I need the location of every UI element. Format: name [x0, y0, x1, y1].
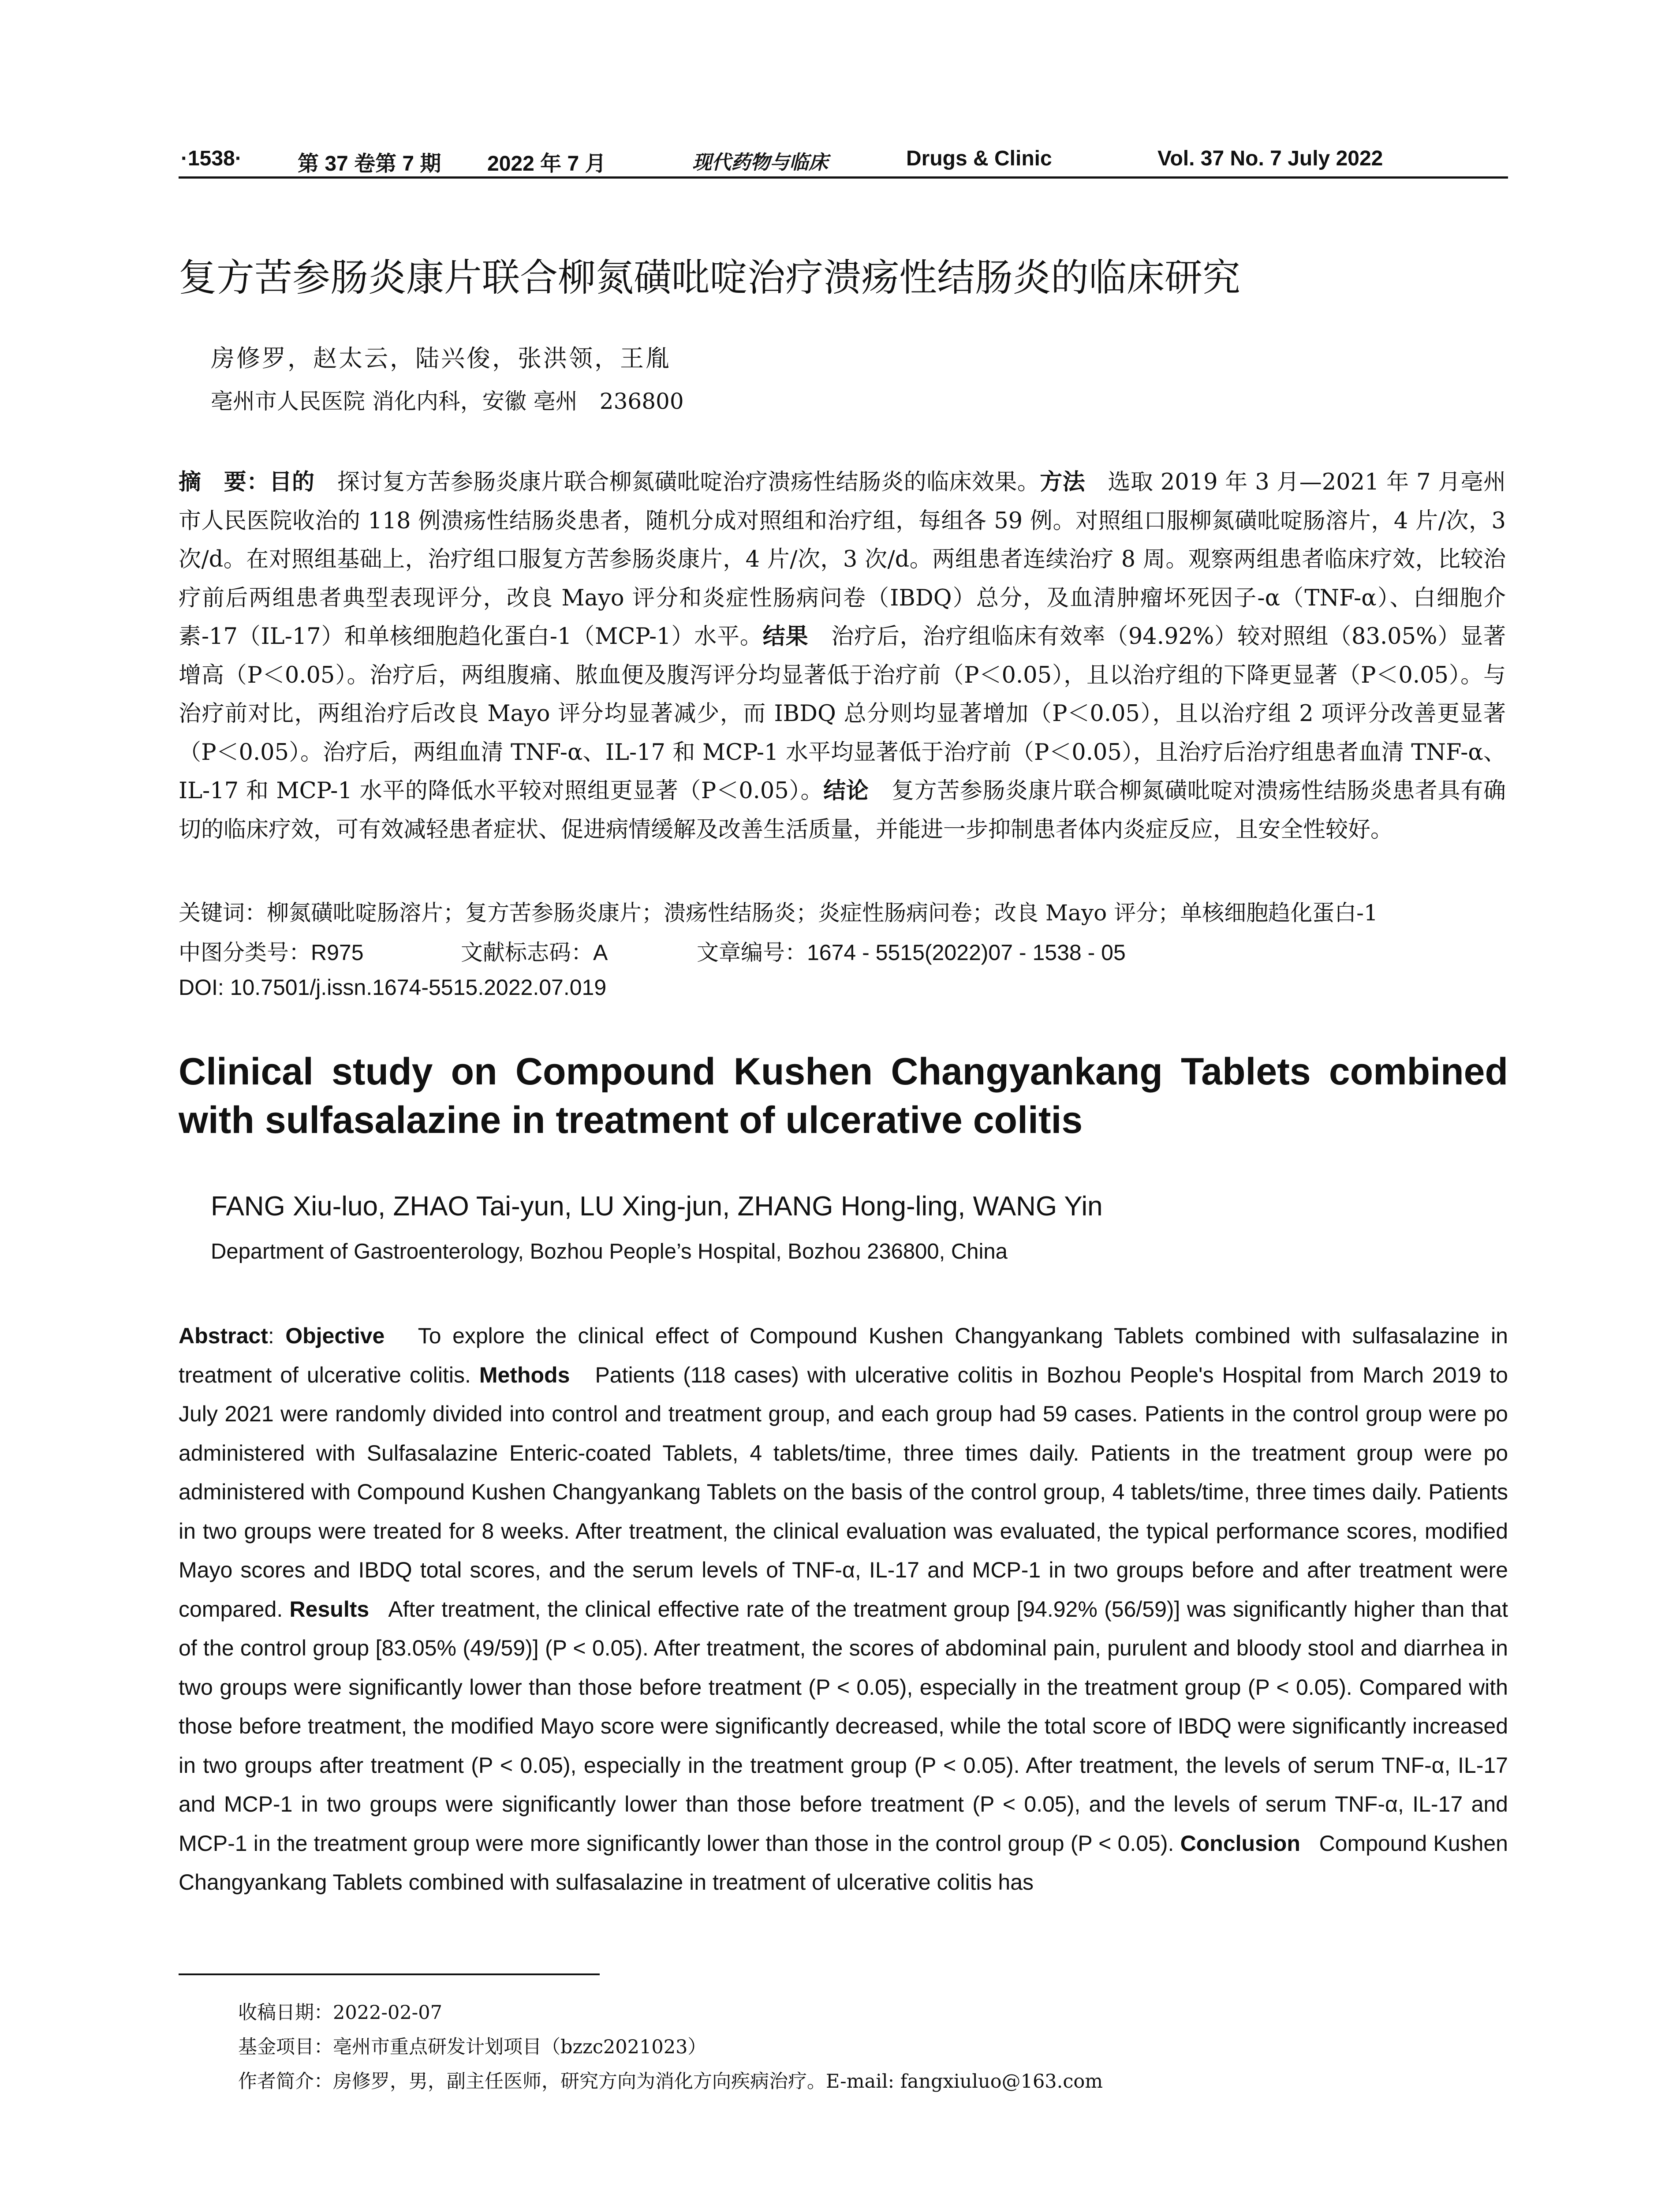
footnote-author-bio: 作者简介：房修罗，男，副主任医师，研究方向为消化方向疾病治疗。E-mail: fangxiuluo@163.com — [238, 2070, 1103, 2093]
authors-cn: 房修罗，赵太云，陆兴俊，张洪领，王胤 — [211, 344, 671, 372]
results-en-label: Results — [289, 1596, 370, 1622]
results-cn: 治疗后，治疗组临床有效率（94.92%）较对照组（83.05%）显著增高（P＜0.05）。治疗后，两组腹痛、脓血便及腹泻评分均显著低于治疗前（P＜0.05），且以治疗组的下降更显著（P＜0.05）。与治疗前对比，两组治疗后改良 Mayo 评分均显著减少，而 IBDQ 总分则均显著增加（P＜0.05），且以治疗组 2 项评分改善更显著（P＜0.05）。治疗后，两组血清 TNF-α、IL-17 和 MCP-1 水平均显著低于治疗前（P＜0.05），且治疗后治疗组患者血清 TNF-α、IL-17 和 MCP-1 水平的降低水平较对照组更显著（P＜0.05）。 — [179, 624, 1506, 804]
results-cn-label: 结果 — [762, 624, 809, 650]
footnote-rule — [179, 1973, 600, 1975]
objective-cn-label: 目的 — [269, 469, 315, 495]
running-header — [181, 140, 1508, 180]
conclusion-en: Compound Kushen Changyankang Tablets combined with sulfasalazine in treatment of ulcerative colitis has — [179, 1831, 1508, 1895]
page-number: ·1538· — [181, 147, 242, 170]
doi: DOI: 10.7501/j.issn.1674-5515.2022.07.019 — [179, 975, 607, 1000]
classification-line — [179, 935, 1506, 970]
header-rule — [179, 176, 1508, 179]
objective-en-label: Objective — [285, 1323, 385, 1348]
methods-en-label: Methods — [479, 1362, 570, 1387]
abstract-cn-label: 摘 要： — [179, 469, 269, 495]
methods-en: Patients (118 cases) with ulcerative colitis in Bozhou People's Hospital from March 2019 to July 2021 were randomly divided into control and treatment group, and each group had 59 cases. Patients in the control group were po administered with Sulfasalazine Enteric-coated Tablets, 4 tablets/time, three times daily. Patients in the treatment group were po administered with Compound Kushen Changyankang Tablets on the basis of the control group, 4 tablets/time, three times daily. Patients in two groups were treated for 8 weeks. After treatment, the clinical evaluation was evaluated, the typical performance scores, modified Mayo scores and IBDQ total scores, and the serum levels of TNF-α, IL-17 and MCP-1 in two groups before and after treatment were compared. — [179, 1362, 1508, 1622]
footnote-fund: 基金项目：亳州市重点研发计划项目（bzzc2021023） — [238, 2036, 707, 2058]
title-en: Clinical study on Compound Kushen Changyankang Tablets combined with sulfasalazine in treatment of ulcerative colitis — [179, 1050, 1508, 1141]
abstract-en-label: Abstract — [179, 1323, 268, 1348]
affiliation-en: Department of Gastroenterology, Bozhou People’s Hospital, Bozhou 236800, China — [211, 1240, 1008, 1263]
volume-en: Vol. 37 No. 7 July 2022 — [1157, 147, 1383, 170]
objective-cn: 探讨复方苦参肠炎康片联合柳氮磺吡啶治疗溃疡性结肠炎的临床效果。 — [337, 469, 1040, 495]
methods-cn: 选取 2019 年 3 月—2021 年 7 月亳州市人民医院收治的 118 例溃疡性结肠炎患者，随机分成对照组和治疗组，每组各 59 例。对照组口服柳氮磺吡啶肠溶片，4 片/次，3 次/d。在对照组基础上，治疗组口服复方苦参肠炎康片，4 片/次，3 次/d。两组患者连续治疗 8 周。观察两组患者临床疗效，比较治疗前后两组患者典型表现评分，改良 Mayo 评分和炎症性肠病问卷（IBDQ）总分，及血清肿瘤坏死因子-α（TNF-α）、白细胞介素-17（IL-17）和单核细胞趋化蛋白-1（MCP-1）水平。 — [179, 469, 1506, 650]
footnote-received: 收稿日期：2022-02-07 — [238, 2002, 442, 2024]
results-en: After treatment, the clinical effective rate of the treatment group [94.92% (56/59)] was significantly higher than that of the control group [83.05% (49/59)] (P < 0.05). After treatment, the scores of abdominal pain, purulent and bloody stool and diarrhea in two groups were significantly lower than those before treatment (P < 0.05), especially in the treatment group (P < 0.05). Compared with those before treatment, the modified Mayo score were significantly decreased, while the total score of IBDQ were significantly increased in two groups after treatment (P < 0.05), especially in the treatment group (P < 0.05). After treatment, the levels of serum TNF-α, IL-17 and MCP-1 in two groups were significantly lower than those before treatment (P < 0.05), and the levels of serum TNF-α, IL-17 and MCP-1 in the treatment group were more significantly lower than those in the control group (P < 0.05). — [179, 1596, 1508, 1856]
clc-number: 中图分类号：R975 — [179, 940, 364, 965]
authors-en: FANG Xiu-luo, ZHAO Tai-yun, LU Xing-jun, ZHANG Hong-ling, WANG Yin — [211, 1191, 1103, 1222]
date-cn: 2022 年 7 月 — [487, 152, 606, 176]
conclusion-cn-label: 结论 — [823, 778, 869, 804]
title-cn: 复方苦参肠炎康片联合柳氮磺吡啶治疗溃疡性结肠炎的临床研究 — [179, 256, 1240, 300]
volume-cn: 第 37 卷第 7 期 — [298, 152, 441, 176]
journal-name-cn: 现代药物与临床 — [692, 151, 828, 174]
abstract-cn — [179, 463, 1506, 849]
journal-name-en: Drugs & Clinic — [906, 147, 1052, 170]
objective-en: To explore the clinical effect of Compound Kushen Changyankang Tablets combined with sulfasalazine in treatment of ulcerative colitis. — [179, 1323, 1508, 1387]
methods-cn-label: 方法 — [1040, 469, 1086, 495]
keywords-cn: 关键词：柳氮磺吡啶肠溶片；复方苦参肠炎康片；溃疡性结肠炎；炎症性肠病问卷；改良 Mayo 评分；单核细胞趋化蛋白-1 — [179, 900, 1378, 926]
conclusion-cn: 复方苦参肠炎康片联合柳氮磺吡啶对溃疡性结肠炎患者具有确切的临床疗效，可有效减轻患者症状、促进病情缓解及改善生活质量，并能进一步抑制患者体内炎症反应，且安全性较好。 — [179, 778, 1506, 843]
doc-code: 文献标志码：A — [461, 940, 608, 965]
article-number: 文章编号：1674 - 5515(2022)07 - 1538 - 05 — [697, 940, 1126, 965]
affiliation-cn: 亳州市人民医院 消化内科，安徽 亳州 236800 — [211, 389, 684, 414]
conclusion-en-label: Conclusion — [1180, 1831, 1300, 1856]
abstract-en: Abstract: Objective To explore the clinical effect of Compound Kushen Changyankang Tablets combined with sulfasalazine in treatment of ulcerative colitis. Methods Patients (118 cases) with ulcerative colitis in Bozhou People's Hospital from March 2019 to July 2021 were randomly divided into control and treatment group, and each group had 59 cases. Patients in the control group were po administered with Sulfasalazine Enteric-coated Tablets, 4 tablets/time, three times daily. Patients in the treatment group were po administered with Compound Kushen Changyankang Tablets on the basis of the control group, 4 tablets/time, three times daily. Patients in two groups were treated for 8 weeks. After treatment, the clinical evaluation was evaluated, the typical performance scores, modified Mayo scores and IBDQ total scores, and the serum levels of TNF-α, IL-17 and MCP-1 in two groups before and after treatment were compared. Results After treatment, the clinical effective rate of the treatment group [94.92% (56/59)] was significantly higher than that of the control group [83.05% (49/59)] (P < 0.05). After treatment, the scores of abdominal pain, purulent and bloody stool and diarrhea in two groups were significantly lower than those before treatment (P < 0.05), especially in the treatment group (P < 0.05). Compared with those before treatment, the modified Mayo score were significantly decreased, while the total score of IBDQ were significantly increased in two groups after treatment (P < 0.05), especially in the treatment group (P < 0.05). After treatment, the levels of serum TNF-α, IL-17 and MCP-1 in two groups were significantly lower than those before treatment (P < 0.05), and the levels of serum TNF-α, IL-17 and MCP-1 in the treatment group were more significantly lower than those in the control group (P < 0.05). Conclusion Compound Kushen Changyankang Tablets combined with sulfasalazine in treatment of ulcerative colitis has — [179, 1323, 1508, 1895]
